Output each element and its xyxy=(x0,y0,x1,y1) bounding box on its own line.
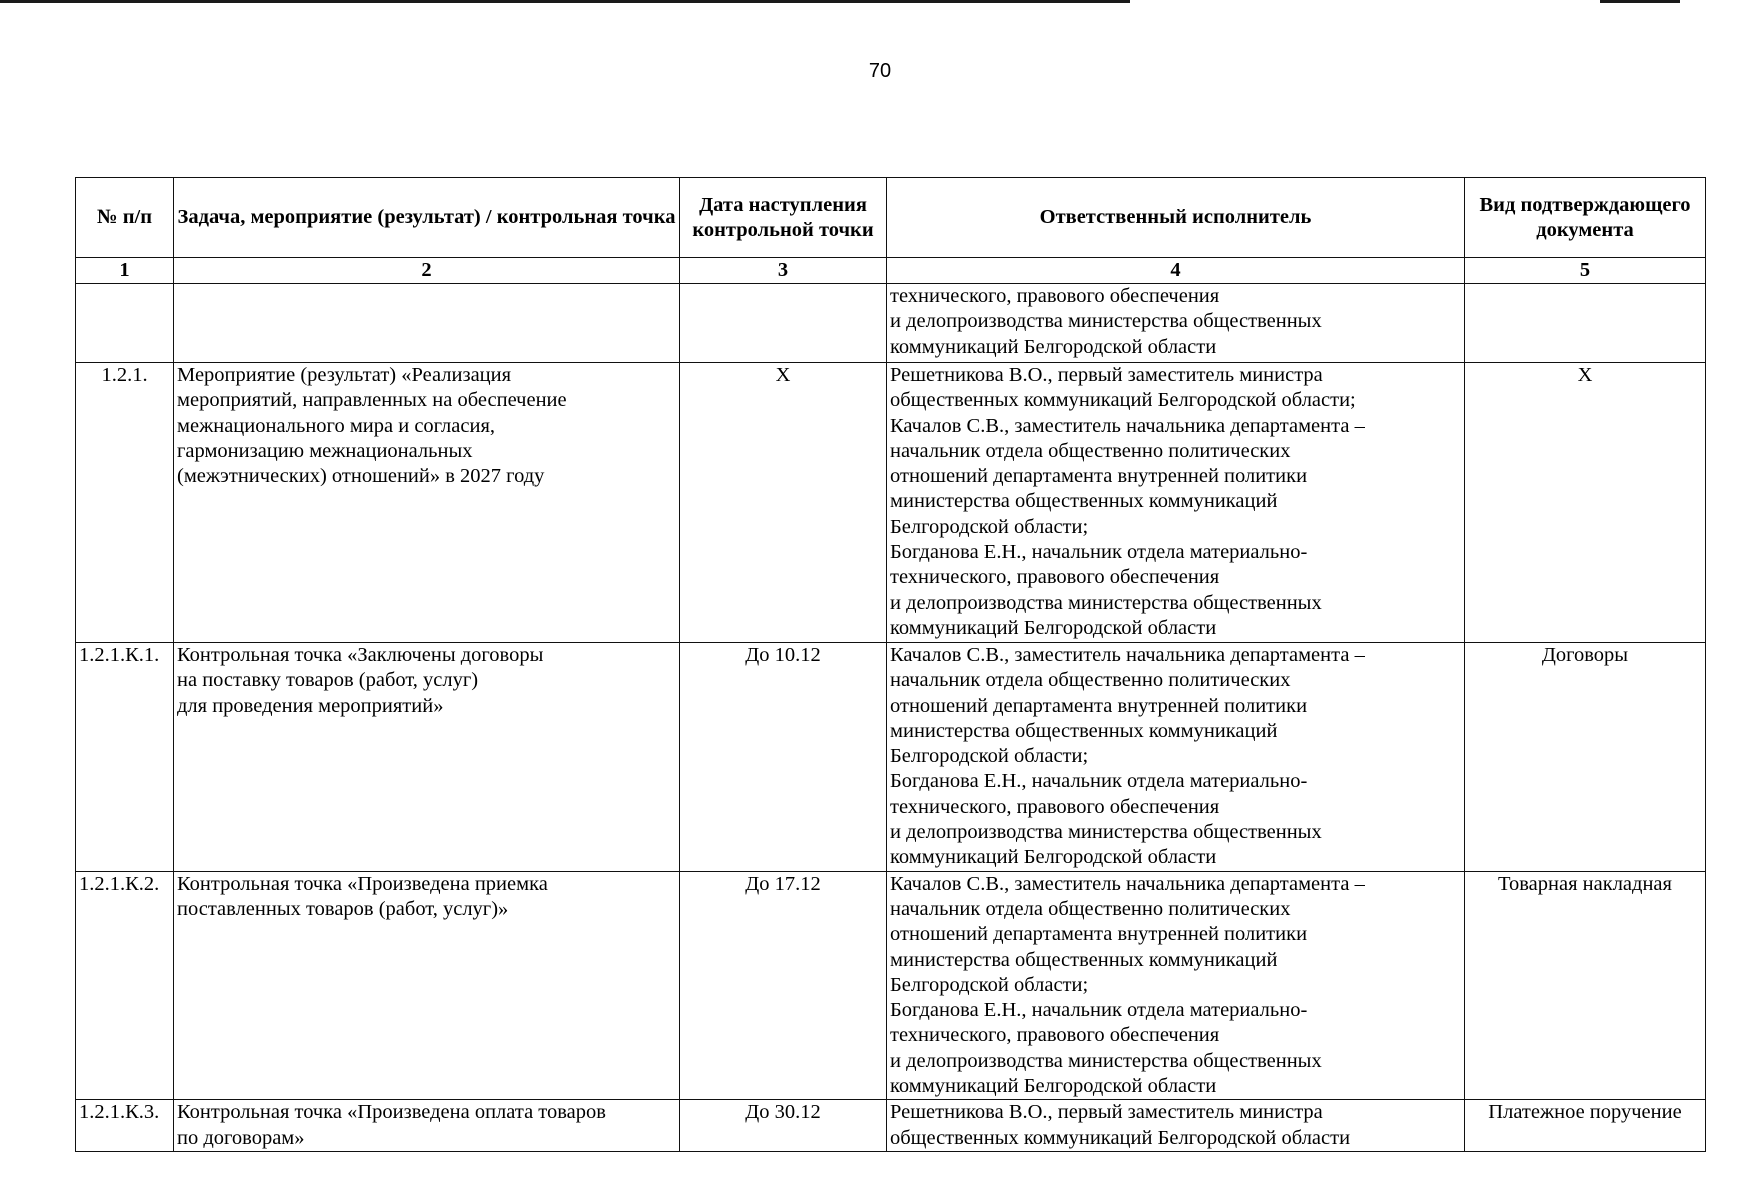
executor-line: министерства общественных коммуникаций xyxy=(890,490,1278,513)
cell-doc xyxy=(1465,284,1706,363)
header-num-line: № xyxy=(96,206,118,228)
executor-line: Решетникова В.О., первый заместитель министра xyxy=(890,364,1323,386)
task-line: Мероприятие (результат) «Реализация xyxy=(177,364,512,386)
cell-doc: Х xyxy=(1465,363,1706,643)
executor-line: и делопроизводства министерства общественных xyxy=(890,1049,1322,1072)
executor-line: отношений департамента внутренней политики xyxy=(890,923,1308,946)
header-task-line: контрольная точка xyxy=(496,206,676,228)
cell-doc: Платежное поручение xyxy=(1465,1100,1706,1152)
executor-line: Богданова Е.Н., начальник отдела материально- xyxy=(890,541,1308,564)
executor-line: и делопроизводства министерства общественных xyxy=(890,821,1322,844)
cell-date: Х xyxy=(680,363,887,643)
executor-line: Качалов С.В., заместитель начальника департамента – xyxy=(890,644,1365,666)
task-line: Контрольная точка «Произведена приемка xyxy=(177,872,548,895)
executor-line: коммуникаций Белгородской области xyxy=(890,616,1217,639)
cell-task xyxy=(174,1100,680,1152)
header-doc-line: подтверждающего xyxy=(1520,193,1691,216)
table-row xyxy=(76,363,1706,643)
task-line: Контрольная точка «Заключены договоры xyxy=(177,644,544,666)
task-line: межнационального мира и согласия, xyxy=(177,414,496,437)
cell-date xyxy=(680,284,887,363)
cell-num xyxy=(76,284,174,363)
header-date-line: точки xyxy=(818,218,874,241)
column-number: 5 xyxy=(1465,258,1706,284)
cell-date: До 17.12 xyxy=(680,871,887,1100)
column-number: 2 xyxy=(174,258,680,284)
executor-line: министерства общественных коммуникаций xyxy=(890,948,1278,971)
header-doc-line: Вид xyxy=(1479,193,1516,216)
executor-line: Качалов С.В., заместитель начальника департамента – xyxy=(890,414,1365,437)
executor-line: Белгородской области; xyxy=(890,515,1089,538)
table-row xyxy=(76,643,1706,872)
task-line: гармонизацию межнациональных xyxy=(177,439,473,462)
cell-num: 1.2.1.К.2. xyxy=(76,871,174,1100)
top-scan-rule-right xyxy=(1600,0,1680,3)
executor-line: и делопроизводства министерства общественных xyxy=(890,591,1322,614)
cell-doc: Товарная накладная xyxy=(1465,871,1706,1100)
executor-line: Решетникова В.О., первый заместитель министра xyxy=(890,1101,1323,1124)
executor-line: отношений департамента внутренней политики xyxy=(890,465,1308,488)
task-line: на поставку товаров (работ, услуг) xyxy=(177,669,479,692)
cell-executor xyxy=(887,871,1465,1100)
executor-line: коммуникаций Белгородской области xyxy=(890,335,1217,358)
cell-num: 1.2.1.К.3. xyxy=(76,1100,174,1152)
cell-task xyxy=(174,363,680,643)
cell-num: 1.2.1.К.1. xyxy=(76,643,174,872)
column-number: 4 xyxy=(887,258,1465,284)
executor-line: начальник отдела общественно политических xyxy=(890,669,1291,692)
header-doc-line: документа xyxy=(1536,218,1634,241)
cell-date: До 30.12 xyxy=(680,1100,887,1152)
schedule-table xyxy=(75,177,1706,1152)
header-task xyxy=(174,178,680,258)
cell-doc: Договоры xyxy=(1465,643,1706,872)
header-date-line: Дата наступления xyxy=(699,193,867,216)
header-task-line: Задача, мероприятие (результат) / xyxy=(177,206,492,228)
executor-line: Белгородской области; xyxy=(890,973,1089,996)
page-number: 70 xyxy=(868,60,892,82)
executor-line: коммуникаций Белгородской области xyxy=(890,1075,1217,1098)
cell-executor xyxy=(887,284,1465,363)
cell-executor xyxy=(887,363,1465,643)
executor-line: общественных коммуникаций Белгородской области xyxy=(890,1126,1351,1149)
executor-line: Богданова Е.Н., начальник отдела материально- xyxy=(890,770,1308,793)
cell-task xyxy=(174,284,680,363)
table-row-continuation xyxy=(76,284,1706,363)
executor-line: Белгородской области; xyxy=(890,745,1089,768)
header-date-line: контрольной xyxy=(692,218,814,241)
column-number: 3 xyxy=(680,258,887,284)
task-line: поставленных товаров (работ, услуг)» xyxy=(177,897,509,920)
table-row xyxy=(76,1100,1706,1152)
executor-line: Богданова Е.Н., начальник отдела материально- xyxy=(890,999,1308,1022)
cell-task xyxy=(174,643,680,872)
executor-line: технического, правового обеспечения xyxy=(890,1024,1220,1047)
column-number: 1 xyxy=(76,258,174,284)
executor-line: отношений департамента внутренней политики xyxy=(890,694,1308,717)
header-date xyxy=(680,178,887,258)
header-doc xyxy=(1465,178,1706,258)
task-line: Контрольная точка «Произведена оплата товаров xyxy=(177,1101,606,1124)
executor-line: министерства общественных коммуникаций xyxy=(890,719,1278,742)
task-line: (межэтнических) отношений» в 2027 году xyxy=(177,465,545,488)
executor-line: технического, правового обеспечения xyxy=(890,566,1220,589)
executor-line: Качалов С.В., заместитель начальника департамента – xyxy=(890,872,1365,895)
table-row xyxy=(76,871,1706,1100)
header-num-line: п/п xyxy=(122,206,153,228)
cell-executor xyxy=(887,1100,1465,1152)
executor-line: начальник отдела общественно политических xyxy=(890,439,1291,462)
header-executor: Ответственный исполнитель xyxy=(887,178,1465,258)
cell-num: 1.2.1. xyxy=(76,363,174,643)
task-line: по договорам» xyxy=(177,1126,305,1149)
cell-task xyxy=(174,871,680,1100)
top-scan-rule xyxy=(0,0,1130,3)
cell-date: До 10.12 xyxy=(680,643,887,872)
executor-line: коммуникаций Белгородской области xyxy=(890,846,1217,869)
executor-line: начальник отдела общественно политических xyxy=(890,897,1291,920)
task-line: мероприятий, направленных на обеспечение xyxy=(177,389,567,412)
executor-line: технического, правового обеспечения xyxy=(890,795,1220,818)
executor-line: технического, правового обеспечения xyxy=(890,285,1220,307)
cell-executor xyxy=(887,643,1465,872)
header-num xyxy=(76,178,174,258)
executor-line: общественных коммуникаций Белгородской области; xyxy=(890,389,1356,412)
task-line: для проведения мероприятий» xyxy=(177,694,444,717)
column-number-row xyxy=(76,258,1706,284)
executor-line: и делопроизводства министерства общественных xyxy=(890,310,1322,333)
header-row xyxy=(76,178,1706,258)
